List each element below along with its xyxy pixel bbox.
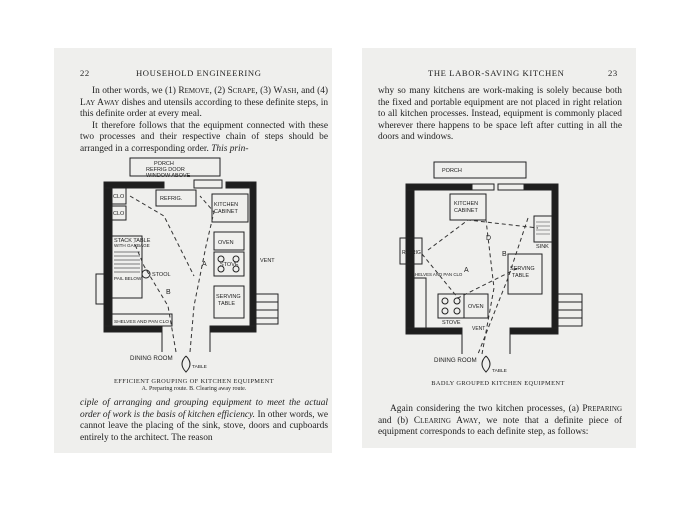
running-head: HOUSEHOLD ENGINEERING (136, 68, 262, 78)
label-shelves: SHELVES AND PAN CLO (114, 320, 170, 325)
label-porch: PORCH (154, 161, 174, 167)
r-label-route-b: B (502, 251, 507, 258)
sink-right (534, 216, 552, 242)
r-label-dining-table: TABLE (492, 369, 507, 374)
preparing-term: Preparing (582, 404, 622, 414)
right-paragraph-1 (378, 86, 622, 144)
label-stove: STOVE (220, 262, 239, 268)
south-wall-right-a (406, 328, 462, 334)
r-label-vent: VENT (472, 326, 486, 332)
r-label-porch: PORCH (442, 168, 462, 174)
r-label-table: TABLE (512, 273, 530, 279)
window-north-1 (472, 184, 494, 190)
r-label-route-a: A (464, 267, 469, 274)
south-wall-b (210, 326, 256, 332)
para3-rest: In other words, we cannot leave the placing of the sink, stove, doors and cupboards entirely to the architect. The reason (80, 409, 329, 443)
kitchen-cabinet-box (212, 194, 248, 222)
refrig-door (194, 180, 222, 188)
right-para2-mid: and (b) (378, 415, 414, 426)
shelves-right (414, 278, 426, 328)
para1-tail: dishes and utensils according to these definite steps, in this definite order at every meal. (80, 97, 329, 120)
left-figure-subcaption: A. Preparing route. B. Clearing away route. (141, 386, 247, 392)
label-route-a: A (202, 261, 207, 268)
r-label-cabinet: CABINET (454, 208, 478, 214)
r-label-refrig: REFRIG (402, 250, 421, 256)
r-label-dining-room: DINING ROOM (434, 357, 477, 364)
label-dining-table: TABLE (192, 365, 207, 370)
para1-lead: In other words, we (1) (92, 86, 179, 96)
right-paragraph-2 (378, 404, 622, 439)
kitchen-cabinet-right (450, 194, 486, 220)
para1-t2: , (2) (209, 86, 228, 96)
para1-t3: , (3) (255, 86, 274, 96)
r-label-route-d: D (486, 235, 492, 242)
dining-table-right (482, 356, 490, 372)
label-refrig-door: REFRIG DOOR (146, 167, 185, 173)
clearing-away-term: Clearing Away (413, 415, 479, 426)
r-label-kitchen: KITCHEN (454, 201, 479, 207)
right-page (362, 48, 636, 448)
right-para2-tail: , we note that a definite piece of equipment corresponds to each definite step, as follows: (378, 415, 623, 438)
stove-right (438, 294, 464, 318)
label-refrig: REFRIG. (160, 196, 183, 202)
para3-italic: ciple of arranging and grouping equipment to meet the actual order of work is the basis of kitchen efficiency. (80, 398, 328, 420)
label-route-b: B (166, 289, 171, 296)
label-clo-1: CLO (113, 194, 125, 200)
label-cabinet: CABINET (214, 209, 238, 215)
label-vent: VENT (260, 258, 275, 264)
south-wall-right-b (510, 328, 558, 334)
right-para1-text: why so many kitchens are work-making is solely because both the fixed and portable equipment are not placed in right relation to all kitchen processes. Instead, equipment is commonly placed wherever there happens to be space left after cutting in all the doors and windows. (378, 86, 622, 143)
label-clo-2: CLO (113, 211, 125, 217)
label-stool: STOOL (152, 272, 171, 278)
east-wall (250, 182, 256, 332)
route-b-line (134, 242, 176, 352)
right-figure-caption: BADLY GROUPED KITCHEN EQUIPMENT (431, 380, 565, 387)
right-para2-lead: Again considering the two kitchen processes, (a) (390, 404, 583, 414)
label-stack-table: STACK TABLE (114, 238, 151, 244)
label-with-garbage: WITH GARBAGE (114, 243, 150, 248)
efficient-kitchen-plan (94, 156, 324, 378)
dining-table (182, 356, 190, 372)
page-number: 22 (80, 68, 90, 78)
left-figure-caption: EFFICIENT GROUPING OF KITCHEN EQUIPMENT (114, 378, 274, 385)
north-wall-a (104, 182, 164, 188)
running-head-right: THE LABOR-SAVING KITCHEN (428, 68, 565, 78)
wash-term: Wash (273, 86, 297, 96)
stairs-west (96, 274, 104, 304)
r-label-shelves: SHELVES AND PAN CLO (412, 272, 463, 277)
window-north-2 (498, 184, 524, 190)
burner-r4 (454, 308, 460, 314)
label-dining-room: DINING ROOM (130, 355, 173, 362)
south-wall-a (104, 326, 162, 332)
west-wall (104, 182, 112, 330)
label-kitchen: KITCHEN (214, 202, 239, 208)
page-number-right: 23 (608, 68, 618, 78)
stairs-east (256, 294, 278, 324)
burner-r2 (454, 298, 460, 304)
label-window-above: WINDOW ABOVE (146, 173, 191, 179)
para1-t4: , and (4) (296, 86, 328, 96)
r-label-serving: SERVING (510, 266, 535, 272)
east-wall-right (552, 184, 558, 334)
label-table: TABLE (218, 301, 236, 307)
scrape-term: Scrape (227, 86, 256, 96)
para2-italic: This prin- (211, 143, 249, 154)
remove-term: Remove (178, 86, 210, 96)
route-d-line (428, 220, 538, 250)
lay-away-term: Lay Away (80, 97, 120, 108)
paragraph-3 (80, 398, 328, 444)
label-pail-below: PAIL BELOW (114, 276, 142, 281)
badly-grouped-kitchen-plan (398, 158, 618, 378)
r-label-sink: SINK (536, 244, 549, 250)
north-wall-right-a (406, 184, 472, 190)
paragraph-1 (80, 86, 328, 156)
burner-r3 (442, 308, 448, 314)
para2-text: It therefore follows that the equipment connected with these two processes and their respective chain of steps should be arranged in a corresponding order. (80, 120, 328, 154)
r-label-stove: STOVE (442, 320, 461, 326)
left-page (54, 48, 332, 453)
burner-r1 (442, 298, 448, 304)
west-wall-right (406, 184, 414, 334)
label-oven: OVEN (218, 240, 234, 246)
label-serving: SERVING (216, 294, 241, 300)
r-label-oven: OVEN (468, 304, 484, 310)
